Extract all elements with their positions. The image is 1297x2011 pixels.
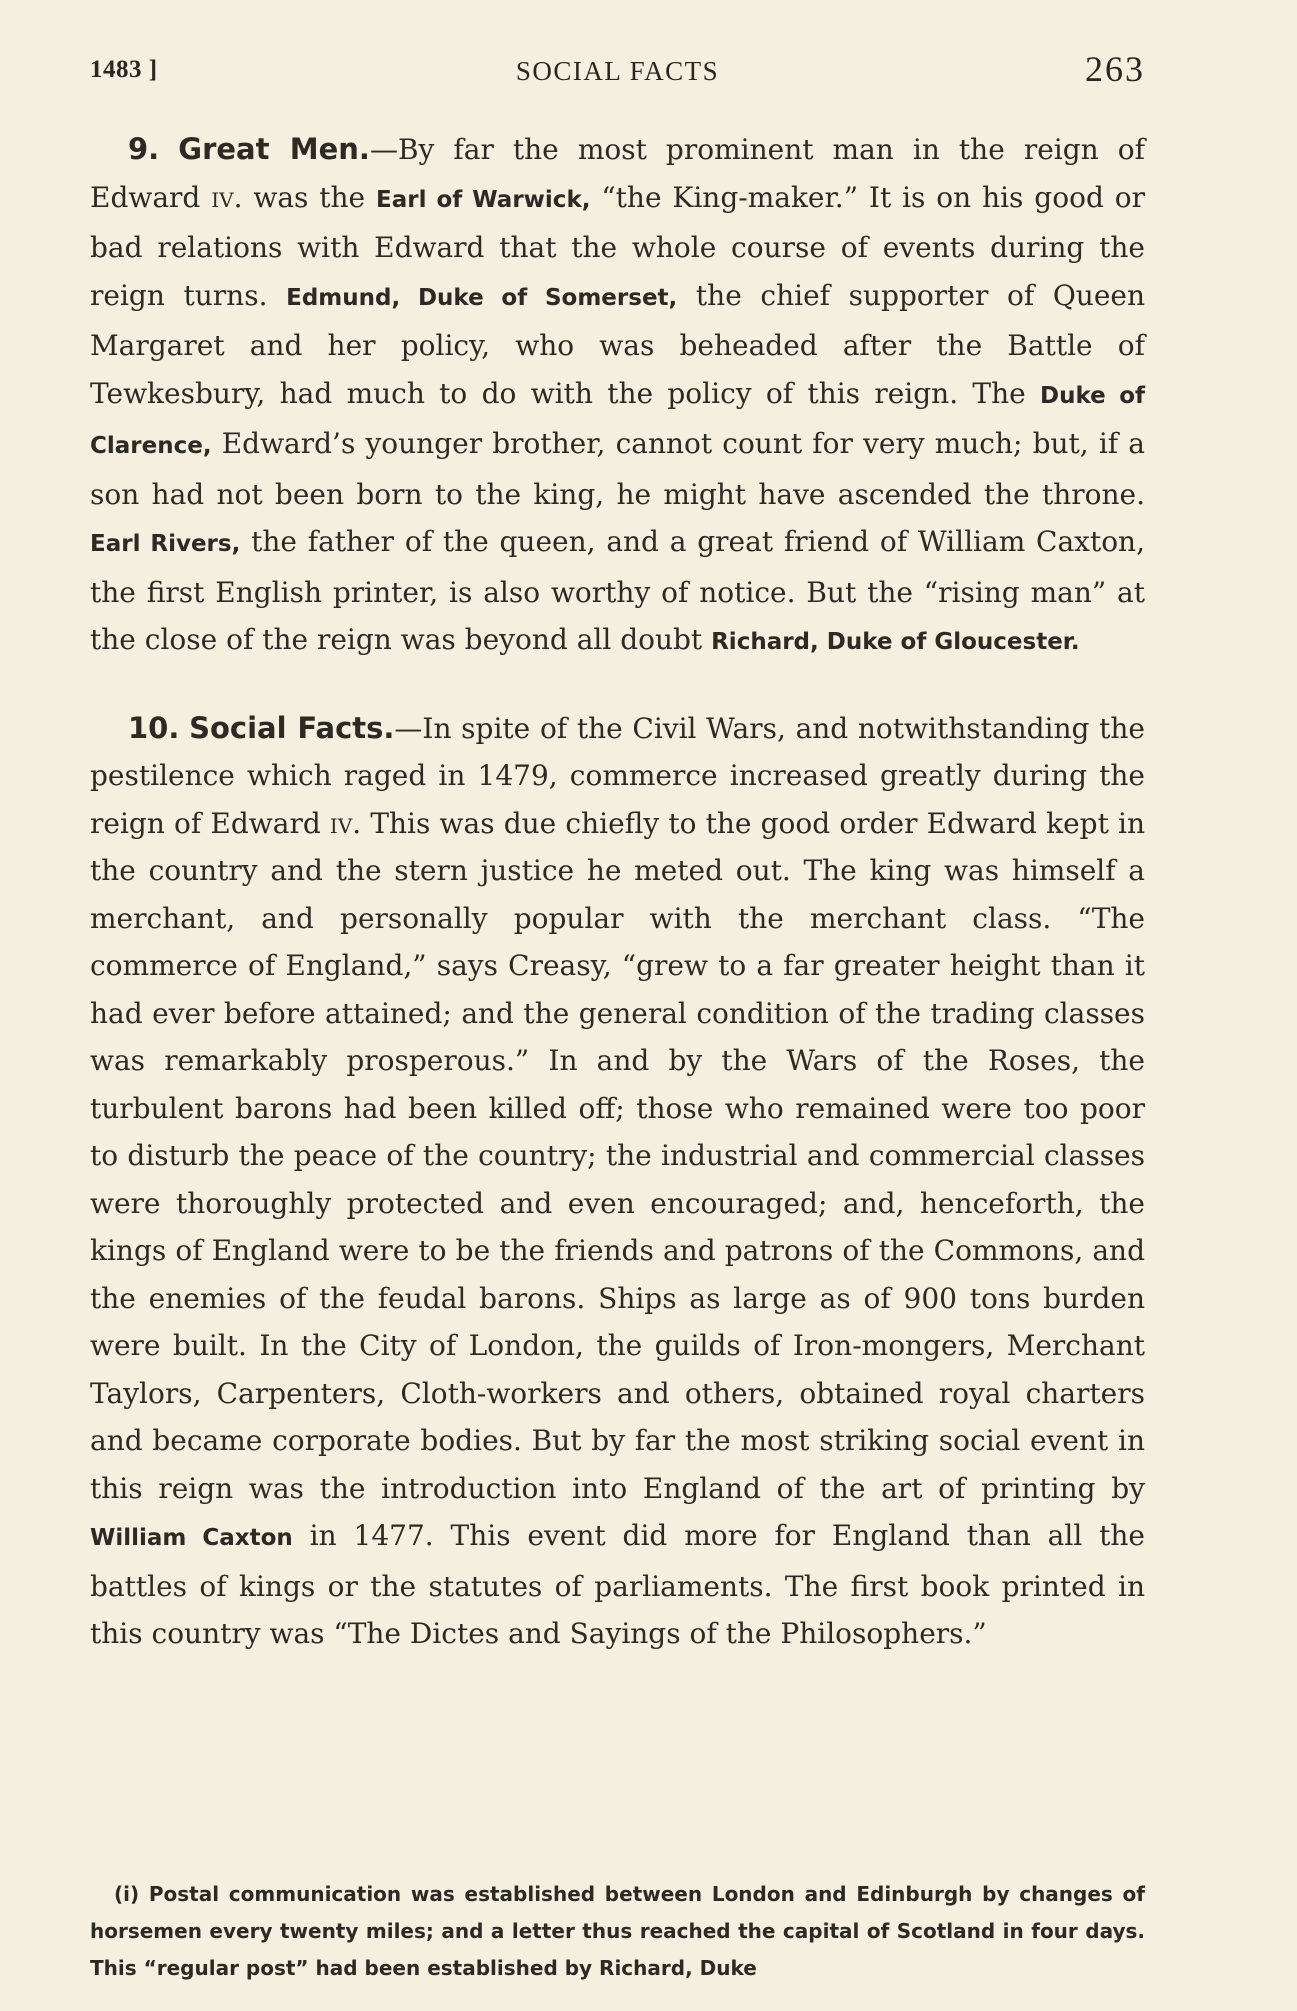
section-9-name-warwick: Earl of Warwick,: [376, 186, 591, 213]
running-head-title: SOCIAL FACTS: [515, 56, 720, 86]
section-9-text-2: was the: [242, 180, 377, 214]
section-9-number: 9.: [128, 132, 160, 166]
section-9-paragraph: [90, 126, 1145, 667]
section-9-text-5: Edward’s younger brother, cannot count for very much; but, if a son had not been born to the king, he might have ascended the throne.: [90, 427, 1145, 511]
footnote: (i) Postal communication was established between London and Edinburgh by changes of horsemen every twenty miles; and a letter thus reached the capital of Scotland in four days. This “regular post” had been established by Richard, Duke: [90, 1882, 1145, 1980]
running-head: [90, 50, 1145, 102]
section-9-title: Great Men.: [178, 132, 370, 166]
section-9-text-1: —By far the most prominent man in the reign of Edward: [90, 133, 1146, 214]
body-text: [90, 126, 1145, 1658]
book-page: [90, 49, 1146, 1980]
section-10-name-caxton: William Caxton: [90, 1525, 293, 1551]
section-9-regnal-number: iv.: [211, 180, 243, 214]
section-9-name-somerset: Edmund, Duke of Somerset,: [286, 284, 678, 311]
running-head-year: 1483 ]: [90, 56, 158, 83]
section-9-name-rivers: Earl Rivers,: [90, 531, 241, 557]
section-9-text-6: the father of the queen, and a great friend of William Caxton, the first English printer, is also worthy of notice. But the “rising man” at the close of the reign was beyond all doubt: [90, 525, 1145, 656]
section-10-text-2: This was due chiefly to the good order Edward kept in the country and the stern justice he meted out. The king was himself a merchant, and personally popular with the merchant class. “The commerce of England,” says Creasy, “grew to a far greater height than it had ever before attained; and the general condition of the trading classes was remarkably prosperous.” In and by the Wars of the Roses, the turbulent barons had been killed off; those who remained were too poor to disturb the peace of the country; the industrial and commercial classes were thoroughly protected and even encouraged; and, henceforth, the kings of England were to be the friends and patrons of the Commons, and the enemies of the feudal barons. Ships as large as of 900 tons burden were built. In the City of London, the guilds of Iron-mongers, Merchant Taylors, Carpenters, Cloth-workers and others, obtained royal charters and became corporate bodies. But by far the most striking social event in this reign was the introduction into England of the art of printing by: [90, 806, 1145, 1505]
section-10-paragraph: [90, 705, 1145, 1658]
section-9-name-gloucester: Richard, Duke of Gloucester.: [711, 629, 1080, 655]
section-10-regnal-number: iv.: [329, 806, 362, 840]
section-10-text-3: in 1477. This event did more for England than all the battles of kings or the statutes of parliaments. The first book printed in this country was “The Dictes and Sayings of the Philosophers.”: [90, 1519, 1145, 1650]
section-9-name-clarence: Duke of Clarence,: [90, 382, 1146, 459]
section-9-text-3: “the King-maker.” It is on his good or bad relations with Edward that the whole course of events during the reign turns.: [90, 180, 1145, 312]
section-9-text-4: the chief supporter of Queen Margaret and her policy, who was beheaded after the Battle of Tewkesbury, had much to do with the policy of this reign. The: [90, 278, 1145, 410]
page-number: 263: [1085, 49, 1145, 89]
section-10-text-1: —In spite of the Civil Wars, and notwithstanding the pestilence which raged in 1479, commerce increased greatly during the reign of Edward: [90, 711, 1145, 840]
section-10-number: 10.: [128, 710, 180, 745]
section-10-title: Social Facts.: [189, 710, 395, 745]
